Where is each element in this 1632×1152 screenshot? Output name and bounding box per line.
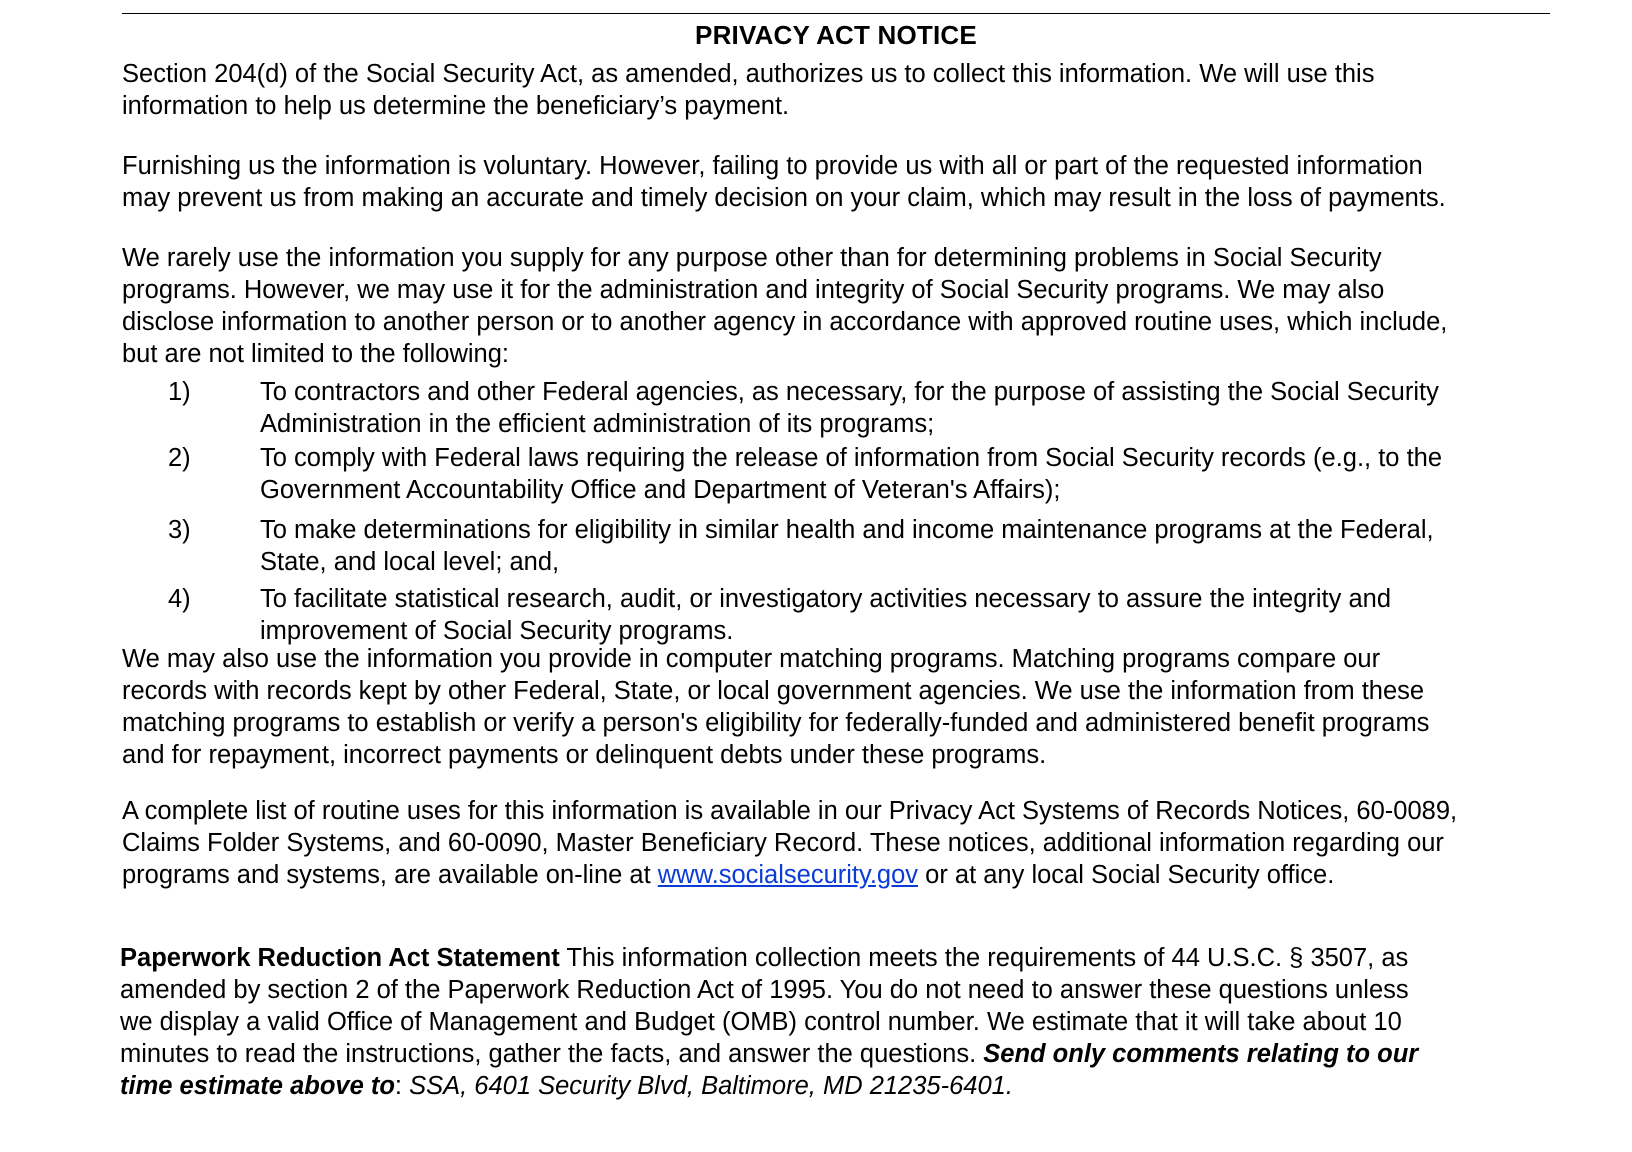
emphasis-text: time estimate above to [120,1072,395,1100]
paragraph-line: information to help us determine the beneficiary’s payment. [122,92,790,120]
paragraph-line: Furnishing us the information is voluntary. However, failing to provide us with all or part of the requested information [122,152,1423,180]
paragraph-authority [122,58,1562,122]
paragraph-line [120,1070,1580,1102]
list-item-line: To make determinations for eligibility in similar health and income maintenance programs at the Federal, [260,516,1434,544]
paragraph-routine-uses [122,795,1562,891]
list-item-line: Administration in the efficient administration of its programs; [260,410,935,438]
ssa-address: SSA, 6401 Security Blvd, Baltimore, MD 21235-6401. [409,1072,1013,1100]
paragraph-line: but are not limited to the following: [122,340,509,368]
list-item-number: 1) [168,378,191,406]
paragraph-voluntary [122,150,1562,214]
paragraph-line: programs. However, we may use it for the administration and integrity of Social Security programs. We may also [122,276,1385,304]
page-title: PRIVACY ACT NOTICE [695,20,977,50]
paragraph-line: We may also use the information you provide in computer matching programs. Matching programs compare our [122,645,1381,673]
paragraph-matching [122,643,1562,771]
list-item-text [260,583,1632,647]
paragraph-line: and for repayment, incorrect payments or delinquent debts under these programs. [122,741,1047,769]
paragraph-line [122,859,1562,891]
list-item-line: Government Accountability Office and Department of Veteran's Affairs); [260,476,1061,504]
paragraph-line: Claims Folder Systems, and 60-0090, Master Beneficiary Record. These notices, additional information regarding our [122,829,1444,857]
list-item-text [260,442,1632,506]
paragraph-text: This information collection meets the requirements of 44 U.S.C. § 3507, as [559,944,1409,972]
paragraph-text: : [394,1072,410,1100]
list-item-text [260,376,1632,440]
paragraph-line: amended by section 2 of the Paperwork Reduction Act of 1995. You do not need to answer these questions unless [120,976,1409,1004]
list-item-number: 4) [168,585,191,613]
paragraph-line: Section 204(d) of the Social Security Act, as amended, authorizes us to collect this information. We will use this [122,60,1375,88]
paragraph-line: records with records kept by other Federal, State, or local government agencies. We use the information from these [122,677,1425,705]
emphasis-text: Send only comments relating to our [983,1040,1419,1068]
list-item-line: State, and local level; and, [260,548,560,576]
list-item-text [260,514,1632,578]
socialsecurity-link[interactable]: www.socialsecurity.gov [657,861,919,889]
top-divider [122,13,1550,14]
paragraph-line: we display a valid Office of Management and Budget (OMB) control number. We estimate that it will take about 10 [120,1008,1402,1036]
paragraph-line: may prevent us from making an accurate and timely decision on your claim, which may result in the loss of payments. [122,184,1446,212]
list-item-line: To comply with Federal laws requiring the release of information from Social Security records (e.g., to the [260,444,1443,472]
paragraph-text: programs and systems, are available on-line at [122,861,658,889]
paragraph-line: A complete list of routine uses for this information is available in our Privacy Act Systems of Records Notices, 60-0089, [122,797,1458,825]
paragraph-text: or at any local Social Security office. [918,861,1335,889]
list-item-number: 3) [168,516,191,544]
list-item-line: To facilitate statistical research, audit, or investigatory activities necessary to assure the integrity and [260,585,1392,613]
paperwork-reduction-statement [120,942,1580,1102]
paragraph-uses [122,242,1562,370]
paragraph-line [120,1038,1580,1070]
paragraph-line: We rarely use the information you supply for any purpose other than for determining problems in Social Security [122,244,1382,272]
paragraph-text: minutes to read the instructions, gather the facts, and answer the questions. [120,1040,984,1068]
list-item-number: 2) [168,444,191,472]
paperwork-heading: Paperwork Reduction Act Statement [120,944,560,972]
paragraph-line: matching programs to establish or verify a person's eligibility for federally-funded and administered benefit programs [122,709,1430,737]
paragraph-line [120,942,1580,974]
list-item-line: improvement of Social Security programs. [260,617,734,645]
list-item-line: To contractors and other Federal agencies, as necessary, for the purpose of assisting the Social Security [260,378,1439,406]
paragraph-line: disclose information to another person or to another agency in accordance with approved routine uses, which include, [122,308,1448,336]
